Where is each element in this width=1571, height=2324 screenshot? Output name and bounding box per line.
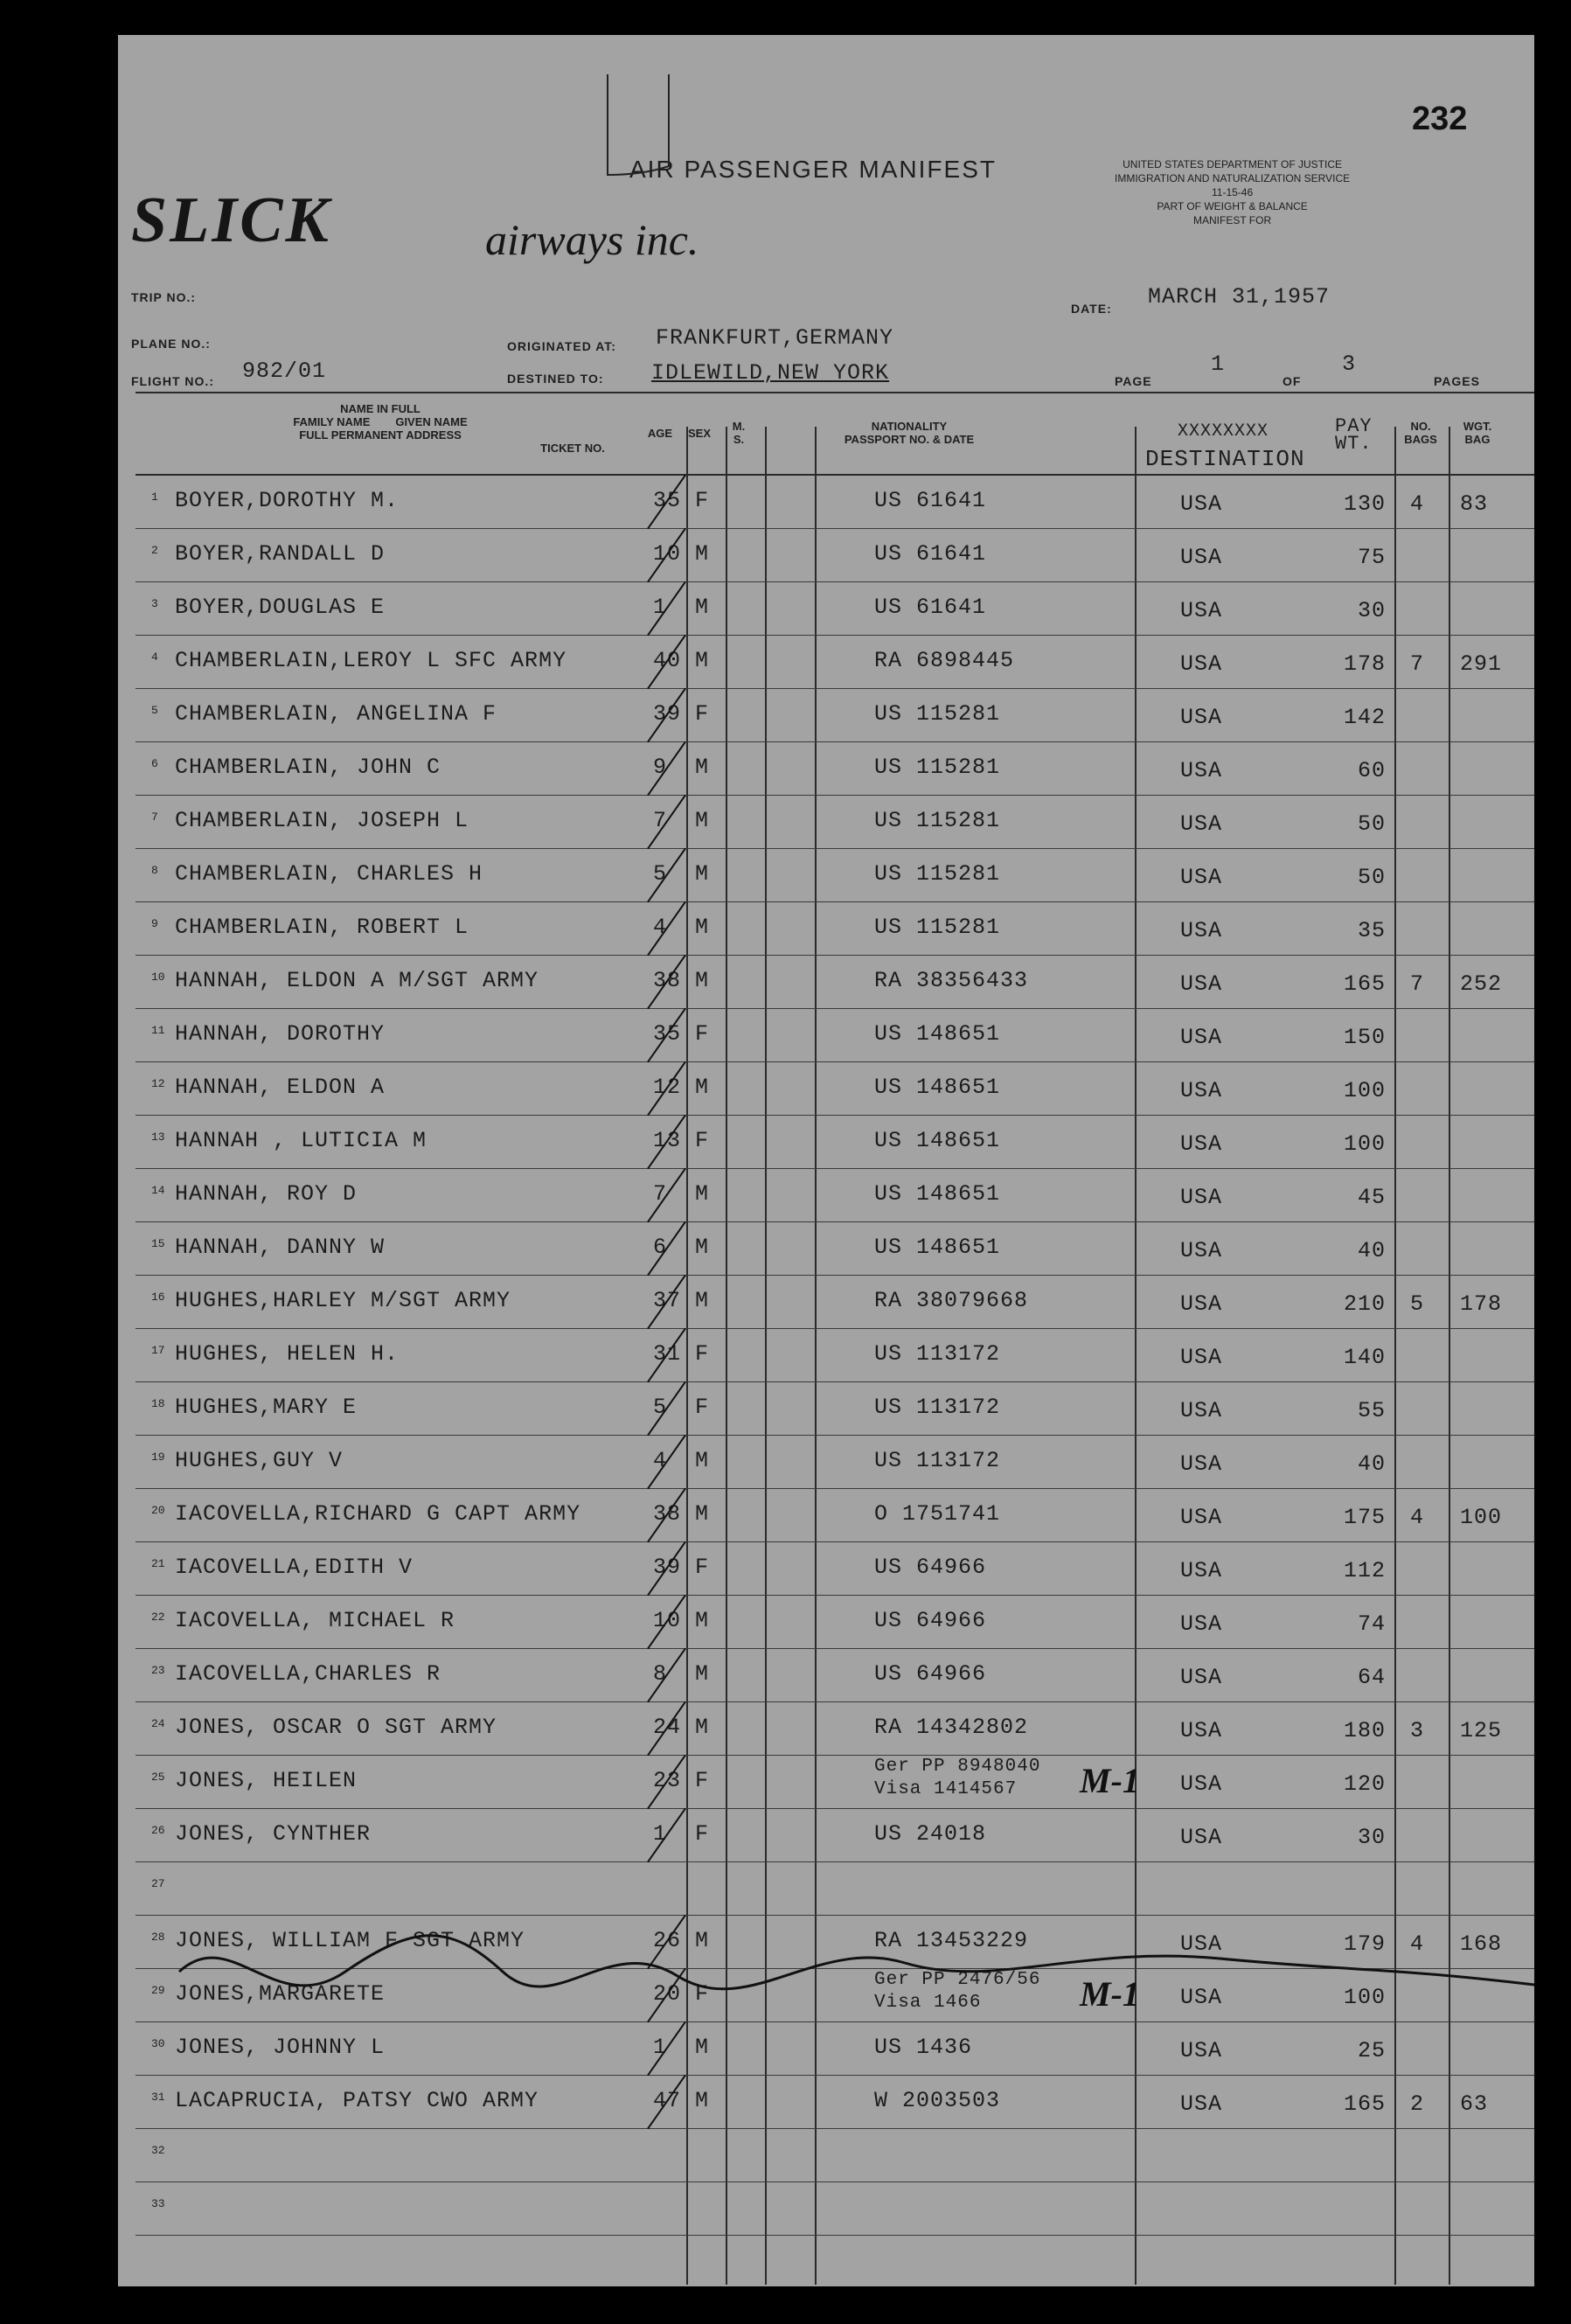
destination: USA: [1180, 1718, 1223, 1743]
col-header-name: NAME IN FULL FAMILY NAME GIVEN NAME FULL PERMANENT ADDRESS: [293, 402, 468, 442]
destination: USA: [1180, 651, 1223, 677]
passport-number: US 61641: [874, 595, 987, 620]
passenger-weight: 165: [1343, 2091, 1386, 2117]
passport-number: US 61641: [874, 541, 987, 567]
passport-number: US 148651: [874, 1235, 1001, 1260]
row-number: 1: [151, 491, 158, 504]
bag-count: 4: [1410, 1505, 1425, 1530]
passenger-weight: 210: [1343, 1291, 1386, 1317]
bag-weight: 63: [1460, 2091, 1489, 2117]
row-number: 27: [151, 1877, 165, 1890]
passenger-age: 47: [653, 2088, 682, 2113]
page-label: PAGE: [1115, 374, 1152, 388]
passenger-sex: M: [695, 1608, 710, 1633]
passenger-sex: M: [695, 1288, 710, 1313]
destination: USA: [1180, 1611, 1223, 1637]
row-number: 18: [151, 1397, 165, 1410]
passenger-name: HANNAH, ELDON A M/SGT ARMY: [175, 968, 539, 993]
bag-weight: 291: [1460, 651, 1503, 677]
passenger-name: IACOVELLA,RICHARD G CAPT ARMY: [175, 1501, 581, 1527]
passenger-sex: F: [695, 701, 710, 727]
passport-number: RA 6898445: [874, 648, 1015, 673]
handwritten-note: M-1: [1080, 1761, 1140, 1800]
passenger-age: 10: [653, 541, 682, 567]
passenger-name: LACAPRUCIA, PATSY CWO ARMY: [175, 2088, 539, 2113]
passport-number: US 115281: [874, 861, 1001, 887]
destination: USA: [1180, 2091, 1223, 2117]
passport-number: US 115281: [874, 808, 1001, 833]
passenger-sex: M: [695, 808, 710, 833]
passenger-sex: M: [695, 595, 710, 620]
passenger-weight: 35: [1357, 918, 1386, 943]
row-number: 8: [151, 864, 158, 877]
passenger-weight: 55: [1357, 1398, 1386, 1423]
passenger-age: 12: [653, 1075, 682, 1100]
passenger-weight: 142: [1343, 705, 1386, 730]
destination: USA: [1180, 1238, 1223, 1263]
bag-weight: 100: [1460, 1505, 1503, 1530]
manifest-sheet: [118, 35, 1534, 2286]
destination: USA: [1180, 1451, 1223, 1477]
passenger-name: CHAMBERLAIN, ROBERT L: [175, 915, 469, 940]
row-number: 9: [151, 917, 158, 930]
passenger-sex: F: [695, 1821, 710, 1847]
plane-no-label: PLANE NO.:: [131, 337, 211, 351]
destination: USA: [1180, 1505, 1223, 1530]
row-number: 29: [151, 1984, 165, 1997]
passenger-age: 4: [653, 915, 668, 940]
col-header-bags: NO. BAGS: [1404, 420, 1437, 446]
destination: USA: [1180, 705, 1223, 730]
row-number: 7: [151, 811, 158, 824]
passenger-sex: M: [695, 1181, 710, 1207]
bag-count: 7: [1410, 971, 1425, 997]
passenger-name: HANNAH, ROY D: [175, 1181, 358, 1207]
destination: USA: [1180, 1078, 1223, 1103]
row-number: 30: [151, 2037, 165, 2050]
passenger-sex: M: [695, 1235, 710, 1260]
passenger-weight: 178: [1343, 651, 1386, 677]
date-label: DATE:: [1071, 302, 1112, 316]
passenger-sex: F: [695, 1021, 710, 1047]
passenger-weight: 100: [1343, 1131, 1386, 1157]
passenger-weight: 150: [1343, 1025, 1386, 1050]
row-number: 31: [151, 2091, 165, 2104]
passport-number: US 115281: [874, 755, 1001, 780]
of-label: OF: [1283, 374, 1302, 388]
row-number: 3: [151, 597, 158, 610]
passenger-name: HANNAH, ELDON A: [175, 1075, 386, 1100]
passenger-age: 8: [653, 1661, 668, 1687]
destination: USA: [1180, 1185, 1223, 1210]
row-number: 25: [151, 1771, 165, 1784]
passport-number: US 148651: [874, 1181, 1001, 1207]
passenger-name: JONES,MARGARETE: [175, 1981, 386, 2007]
passenger-name: HANNAH , LUTICIA M: [175, 1128, 428, 1153]
passport-number: US 148651: [874, 1021, 1001, 1047]
col-header-sex: SEX: [687, 427, 711, 440]
destination: USA: [1180, 1985, 1223, 2010]
row-number: 11: [151, 1024, 165, 1037]
destination: USA: [1180, 1665, 1223, 1690]
destination: USA: [1180, 598, 1223, 623]
cancel-wave-line: [118, 35, 1534, 2286]
passenger-weight: 40: [1357, 1451, 1386, 1477]
passenger-age: 13: [653, 1128, 682, 1153]
passenger-name: HUGHES,HARLEY M/SGT ARMY: [175, 1288, 511, 1313]
passenger-name: HANNAH, DOROTHY: [175, 1021, 386, 1047]
passport-number: US 24018: [874, 1821, 987, 1847]
bag-weight: 252: [1460, 971, 1503, 997]
passport-number: US 64966: [874, 1661, 987, 1687]
row-number: 10: [151, 971, 165, 984]
passenger-sex: M: [695, 1928, 710, 1953]
passenger-weight: 74: [1357, 1611, 1386, 1637]
row-number: 23: [151, 1664, 165, 1677]
passenger-weight: 50: [1357, 865, 1386, 890]
passenger-name: JONES, WILLIAM F SGT ARMY: [175, 1928, 525, 1953]
row-number: 24: [151, 1717, 165, 1730]
passenger-age: 40: [653, 648, 682, 673]
passenger-name: CHAMBERLAIN,LEROY L SFC ARMY: [175, 648, 567, 673]
passenger-name: IACOVELLA,CHARLES R: [175, 1661, 441, 1687]
passenger-weight: 64: [1357, 1665, 1386, 1690]
passenger-weight: 30: [1357, 1825, 1386, 1850]
passenger-weight: 120: [1343, 1771, 1386, 1797]
passenger-name: BOYER,DOUGLAS E: [175, 595, 386, 620]
passenger-weight: 45: [1357, 1185, 1386, 1210]
passenger-age: 1: [653, 2035, 668, 2060]
passenger-sex: M: [695, 1715, 710, 1740]
passenger-sex: F: [695, 1341, 710, 1367]
destination: USA: [1180, 971, 1223, 997]
passport-number: RA 14342802: [874, 1715, 1029, 1740]
row-number: 13: [151, 1131, 165, 1144]
passenger-age: 31: [653, 1341, 682, 1367]
passenger-weight: 140: [1343, 1345, 1386, 1370]
visa-number: Visa 1414567: [874, 1779, 1018, 1799]
visa-number: Visa 1466: [874, 1993, 982, 2013]
passenger-age: 23: [653, 1768, 682, 1793]
passenger-weight: 112: [1343, 1558, 1386, 1583]
originated-at-value: FRANKFURT,GERMANY: [656, 325, 894, 351]
manifest-title: AIR PASSENGER MANIFEST: [629, 156, 997, 183]
passenger-name: CHAMBERLAIN, ANGELINA F: [175, 701, 497, 727]
destination: USA: [1180, 811, 1223, 837]
passport-number: Ger PP 2476/56: [874, 1970, 1041, 1990]
passport-number: US 115281: [874, 915, 1001, 940]
passenger-weight: 100: [1343, 1985, 1386, 2010]
passenger-age: 35: [653, 1021, 682, 1047]
passenger-sex: F: [695, 1128, 710, 1153]
destination: USA: [1180, 2038, 1223, 2063]
passport-number: US 113172: [874, 1448, 1001, 1473]
passenger-age: 24: [653, 1715, 682, 1740]
passport-number: O 1751741: [874, 1501, 1001, 1527]
passenger-name: BOYER,RANDALL D: [175, 541, 386, 567]
destination: USA: [1180, 491, 1223, 517]
passenger-age: 39: [653, 701, 682, 727]
bag-count: 4: [1410, 491, 1425, 517]
passenger-sex: M: [695, 1501, 710, 1527]
page-number: 232: [1412, 101, 1468, 137]
col-header-pay-wt: PAY WT.: [1335, 415, 1373, 455]
passport-number: US 61641: [874, 488, 987, 513]
airline-logo-suffix: airways inc.: [485, 215, 699, 264]
passenger-age: 26: [653, 1928, 682, 1953]
passenger-name: HUGHES, HELEN H.: [175, 1341, 400, 1367]
pages-label: PAGES: [1434, 374, 1480, 388]
bag-count: 7: [1410, 651, 1425, 677]
row-number: 17: [151, 1344, 165, 1357]
passenger-name: HUGHES,MARY E: [175, 1395, 358, 1420]
bag-weight: 83: [1460, 491, 1489, 517]
passenger-name: IACOVELLA,EDITH V: [175, 1555, 414, 1580]
passenger-weight: 25: [1357, 2038, 1386, 2063]
passenger-name: JONES, OSCAR O SGT ARMY: [175, 1715, 497, 1740]
passenger-name: CHAMBERLAIN, JOHN C: [175, 755, 441, 780]
row-number: 15: [151, 1237, 165, 1250]
date-value: MARCH 31,1957: [1148, 284, 1331, 310]
destination: USA: [1180, 1291, 1223, 1317]
airline-logo: SLICK: [131, 184, 331, 256]
page-value: 1: [1211, 351, 1226, 377]
passenger-age: 10: [653, 1608, 682, 1633]
col-header-bag-wt: WGT. BAG: [1463, 420, 1492, 446]
passenger-weight: 100: [1343, 1078, 1386, 1103]
passenger-sex: M: [695, 541, 710, 567]
bag-count: 2: [1410, 2091, 1425, 2117]
passport-number: W 2003503: [874, 2088, 1001, 2113]
passenger-sex: M: [695, 915, 710, 940]
flight-no-label: FLIGHT NO.:: [131, 374, 214, 388]
passenger-weight: 40: [1357, 1238, 1386, 1263]
bag-weight: 168: [1460, 1931, 1503, 1957]
passenger-age: 7: [653, 1181, 668, 1207]
passenger-age: 1: [653, 595, 668, 620]
passenger-age: 7: [653, 808, 668, 833]
originated-at-label: ORIGINATED AT:: [507, 339, 616, 353]
passenger-age: 9: [653, 755, 668, 780]
passenger-sex: M: [695, 755, 710, 780]
row-number: 19: [151, 1451, 165, 1464]
passenger-age: 5: [653, 1395, 668, 1420]
passenger-weight: 50: [1357, 811, 1386, 837]
destination: USA: [1180, 1398, 1223, 1423]
passenger-weight: 130: [1343, 491, 1386, 517]
row-number: 16: [151, 1291, 165, 1304]
destination: USA: [1180, 1345, 1223, 1370]
passenger-weight: 180: [1343, 1718, 1386, 1743]
destination: USA: [1180, 1131, 1223, 1157]
passenger-age: 20: [653, 1981, 682, 2007]
col-header-age: AGE: [647, 427, 673, 440]
row-number: 14: [151, 1184, 165, 1197]
passenger-sex: M: [695, 1661, 710, 1687]
passenger-sex: M: [695, 968, 710, 993]
passenger-weight: 175: [1343, 1505, 1386, 1530]
passenger-age: 6: [653, 1235, 668, 1260]
destined-to-value: IDLEWILD,NEW YORK: [651, 360, 890, 386]
bag-weight: 125: [1460, 1718, 1503, 1743]
passenger-sex: M: [695, 1448, 710, 1473]
passenger-age: 4: [653, 1448, 668, 1473]
handwritten-note: M-1: [1080, 1974, 1140, 2014]
row-number: 33: [151, 2197, 165, 2210]
row-number: 6: [151, 757, 158, 770]
row-number: 20: [151, 1504, 165, 1517]
col-header-ms: M. S.: [732, 420, 746, 446]
passenger-sex: F: [695, 1768, 710, 1793]
passport-number: RA 38356433: [874, 968, 1029, 993]
passenger-name: IACOVELLA, MICHAEL R: [175, 1608, 455, 1633]
passenger-age: 38: [653, 1501, 682, 1527]
destination: USA: [1180, 1931, 1223, 1957]
passport-number: US 115281: [874, 701, 1001, 727]
trip-no-label: TRIP NO.:: [131, 290, 197, 304]
passenger-weight: 179: [1343, 1931, 1386, 1957]
passenger-weight: 30: [1357, 598, 1386, 623]
passport-number: US 113172: [874, 1341, 1001, 1367]
passenger-sex: F: [695, 488, 710, 513]
row-number: 32: [151, 2144, 165, 2157]
passport-number: US 113172: [874, 1395, 1001, 1420]
government-block: UNITED STATES DEPARTMENT OF JUSTICE IMMIGRATION AND NATURALIZATION SERVICE 11-15-46 PART OF WEIGHT & BALANCE MANIFEST FOR: [1115, 158, 1351, 226]
passport-number: US 148651: [874, 1128, 1001, 1153]
bag-count: 5: [1410, 1291, 1425, 1317]
col-header-destination-struck: XXXXXXXX: [1178, 421, 1269, 442]
passenger-age: 1: [653, 1821, 668, 1847]
row-number: 2: [151, 544, 158, 557]
passenger-sex: F: [695, 1395, 710, 1420]
destination: USA: [1180, 1825, 1223, 1850]
passenger-name: CHAMBERLAIN, CHARLES H: [175, 861, 483, 887]
row-number: 28: [151, 1931, 165, 1944]
passenger-sex: M: [695, 2088, 710, 2113]
destination: USA: [1180, 545, 1223, 570]
passenger-sex: M: [695, 861, 710, 887]
bag-weight: 178: [1460, 1291, 1503, 1317]
col-header-destination: DESTINATION: [1145, 446, 1305, 472]
destined-to-label: DESTINED TO:: [507, 372, 604, 386]
row-number: 22: [151, 1611, 165, 1624]
passenger-sex: F: [695, 1981, 710, 2007]
row-number: 12: [151, 1077, 165, 1090]
passenger-sex: M: [695, 648, 710, 673]
row-number: 5: [151, 704, 158, 717]
passport-number: Ger PP 8948040: [874, 1757, 1041, 1777]
row-number: 26: [151, 1824, 165, 1837]
passenger-weight: 75: [1357, 545, 1386, 570]
passenger-weight: 60: [1357, 758, 1386, 783]
passport-number: US 1436: [874, 2035, 973, 2060]
destination: USA: [1180, 918, 1223, 943]
bag-count: 4: [1410, 1931, 1425, 1957]
passenger-age: 39: [653, 1555, 682, 1580]
passenger-name: JONES, HEILEN: [175, 1768, 358, 1793]
passenger-age: 38: [653, 968, 682, 993]
destination: USA: [1180, 865, 1223, 890]
passport-number: US 148651: [874, 1075, 1001, 1100]
passenger-name: JONES, JOHNNY L: [175, 2035, 386, 2060]
of-pages-value: 3: [1342, 351, 1357, 377]
destination: USA: [1180, 1558, 1223, 1583]
row-number: 4: [151, 651, 158, 664]
passenger-name: HANNAH, DANNY W: [175, 1235, 386, 1260]
passenger-sex: M: [695, 1075, 710, 1100]
destination: USA: [1180, 758, 1223, 783]
passport-number: US 64966: [874, 1608, 987, 1633]
passenger-name: JONES, CYNTHER: [175, 1821, 372, 1847]
passenger-weight: 165: [1343, 971, 1386, 997]
passenger-sex: M: [695, 2035, 710, 2060]
bag-count: 3: [1410, 1718, 1425, 1743]
destination: USA: [1180, 1025, 1223, 1050]
passenger-age: 5: [653, 861, 668, 887]
flight-no-value: 982/01: [242, 358, 327, 384]
passenger-name: BOYER,DOROTHY M.: [175, 488, 400, 513]
passport-number: US 64966: [874, 1555, 987, 1580]
passenger-name: HUGHES,GUY V: [175, 1448, 344, 1473]
passenger-sex: F: [695, 1555, 710, 1580]
col-header-nationality: NATIONALITY PASSPORT NO. & DATE: [844, 420, 975, 446]
passenger-age: 35: [653, 488, 682, 513]
passenger-age: 37: [653, 1288, 682, 1313]
passport-number: RA 38079668: [874, 1288, 1029, 1313]
row-number: 21: [151, 1557, 165, 1570]
destination: USA: [1180, 1771, 1223, 1797]
passport-number: RA 13453229: [874, 1928, 1029, 1953]
col-header-ticket: TICKET NO.: [540, 442, 605, 455]
passenger-name: CHAMBERLAIN, JOSEPH L: [175, 808, 469, 833]
